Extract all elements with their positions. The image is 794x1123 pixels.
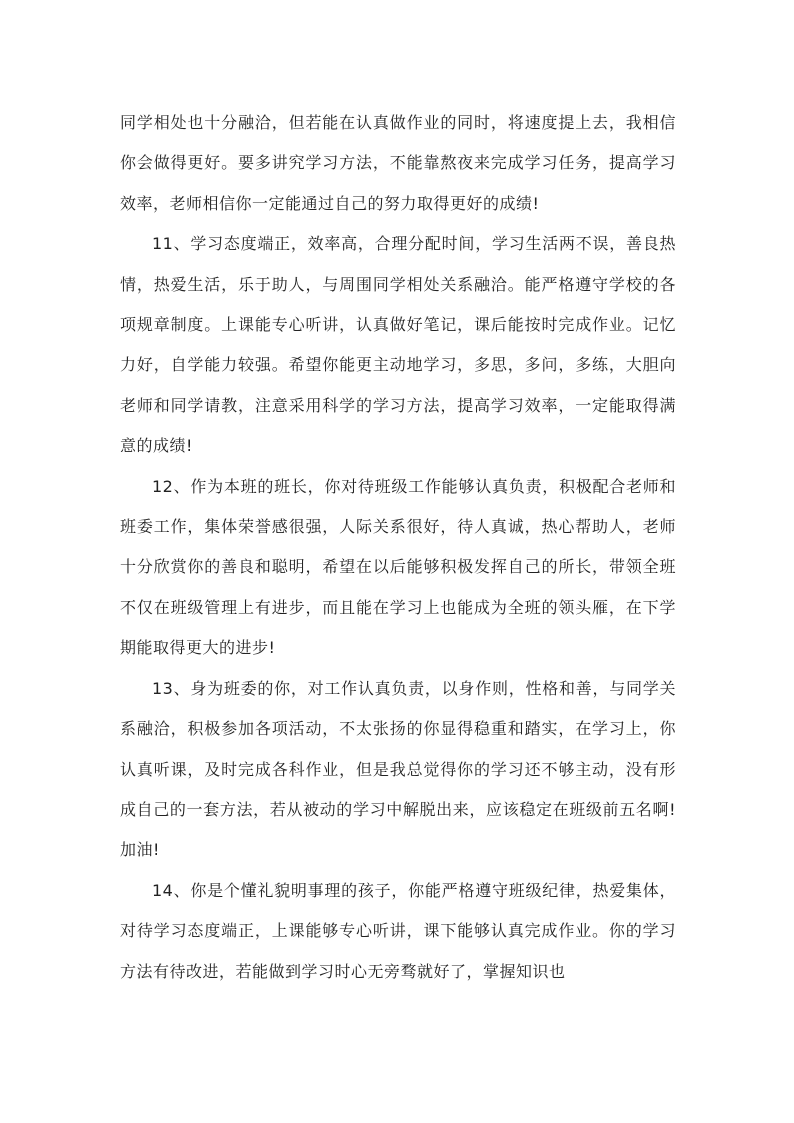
document-body [120,103,676,992]
paragraph-comment-14: 14、你是个懂礼貌明事理的孩子，你能严格遵守班级纪律，热爱集体，对待学习态度端正，上课能够专心听讲，课下能够认真完成作业。你的学习方法有待改进，若能做到学习时心无旁骛就好了，掌握知识也 [120,880,676,981]
paragraph-comment-11: 11、学习态度端正，效率高，合理分配时间，学习生活两不误，善良热情，热爱生活，乐于助人，与周围同学相处关系融洽。能严格遵守学校的各项规章制度。上课能专心听讲，认真做好笔记，课后能按时完成作业。记忆力好，自学能力较强。希望你能更主动地学习，多思，多问，多练，大胆向老师和同学请教，注意采用科学的学习方法，提高学习效率，一定能取得满意的成绩! [120,234,676,456]
paragraph-comment-13: 13、身为班委的你，对工作认真负责，以身作则，性格和善，与同学关系融洽，积极参加各项活动，不太张扬的你显得稳重和踏实，在学习上，你认真听课，及时完成各科作业，但是我总觉得你的学习还不够主动，没有形成自己的一套方法，若从被动的学习中解脱出来，应该稳定在班级前五名啊!加油! [120,678,676,860]
paragraph-continued: 同学相处也十分融洽，但若能在认真做作业的同时，将速度提上去，我相信你会做得更好。要多讲究学习方法，不能靠熬夜来完成学习任务，提高学习效率，老师相信你一定能通过自己的努力取得更好的成绩! [120,113,676,213]
paragraph-comment-12: 12、作为本班的班长，你对待班级工作能够认真负责，积极配合老师和班委工作，集体荣誉感很强，人际关系很好，待人真诚，热心帮助人，老师十分欣赏你的善良和聪明，希望在以后能够积极发挥自己的所长，带领全班不仅在班级管理上有进步，而且能在学习上也能成为全班的领头雁，在下学期能取得更大的进步! [120,476,676,658]
